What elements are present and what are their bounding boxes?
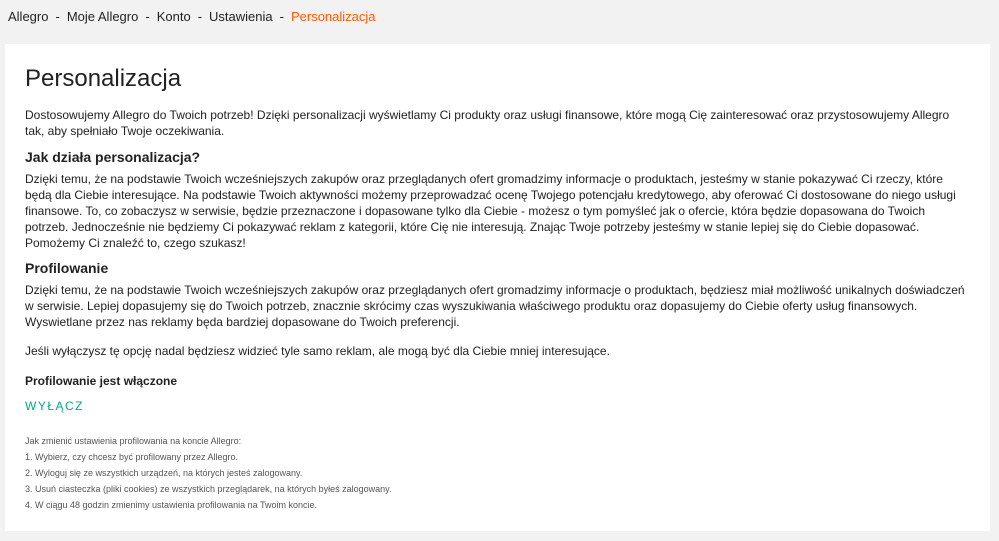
- breadcrumb-separator: -: [197, 9, 203, 24]
- breadcrumb-current: Personalizacja: [290, 9, 376, 24]
- howto-step: 2. Wyloguj się ze wszystkich urządzeń, na których jesteś zalogowany.: [25, 468, 303, 478]
- howto-step: 4. W ciągu 48 godzin zmienimy ustawienia profilowania na Twoim koncie.: [25, 500, 317, 510]
- how-it-works-heading: Jak działa personalizacja?: [25, 149, 201, 165]
- intro-text: Dostosowujemy Allegro do Twoich potrzeb! Dzięki personalizacji wyświetlamy Ci produkty oraz usługi finansowe, które mogą Cię zainteresować oraz przystosowujemy Allegro tak, aby spełniało Twoje oczekiwania.: [25, 108, 950, 138]
- personalization-card: [5, 44, 990, 531]
- howto-title: Jak zmienić ustawienia profilowania na koncie Allegro:: [25, 436, 242, 446]
- howto-step: 1. Wybierz, czy chcesz być profilowany przez Allegro.: [25, 452, 238, 462]
- howto-steps: [25, 449, 970, 513]
- howto-section: [25, 433, 970, 513]
- disable-profiling-button[interactable]: WYŁĄCZ: [25, 399, 85, 413]
- breadcrumb-link-konto[interactable]: Konto: [156, 9, 191, 24]
- profiling-text: Dzięki temu, że na podstawie Twoich wcześniejszych zakupów oraz przeglądanych ofert gromadzimy informacje o produktach, będziesz miał możliwość unikalnych doświadczeń w serwisie. Lepiej dopasujemy się do Twoich potrzeb, znacznie skrócimy czas wyszukiwania właściwego produktu oraz dopasujemy do Ciebie oferty usług finansowych. Wyswietlane przez nas reklamy będa bardziej dopasowane do Twoich preferencji.: [25, 283, 965, 329]
- profiling-status: Profilowanie jest włączone: [25, 374, 178, 388]
- how-it-works-text: Dzięki temu, że na podstawie Twoich wcześniejszych zakupów oraz przeglądanych ofert gromadzimy informacje o produktach, jesteśmy w stanie pokazywać Ci rzeczy, które będą dla Ciebie interesujące. Na podstawie Twoich aktywności możemy przeprowadzać ocenę Twojego potencjału kredytowego, aby oferować Ci dostosowane do niego usługi finansowe. To, co zobaczysz w serwisie, będzie przeznaczone i dopasowane tylko dla Ciebie - możesz o tym pomyśleć jak o ofercie, która będzie dopasowana do Twoich potrzeb. Jednocześnie nie będziemy Ci pokazywać reklam z kategorii, które Cię nie interesują. Znając Twoje potrzeby jesteśmy w stanie lepiej się do Ciebie dopasować. Pomożemy Ci znaleźć to, czego szukasz!: [25, 172, 956, 250]
- breadcrumb-separator: -: [55, 9, 60, 24]
- breadcrumb-separator: -: [145, 9, 150, 24]
- breadcrumb-link-allegro[interactable]: Allegro: [8, 9, 49, 24]
- breadcrumb-separator: -: [279, 9, 284, 24]
- howto-step: 3. Usuń ciasteczka (pliki cookies) ze wszystkich przeglądarek, na których byłeś zalogowany.: [25, 484, 392, 494]
- breadcrumb-link-ustawienia[interactable]: Ustawienia: [209, 9, 273, 24]
- profiling-note: Jeśli wyłączysz tę opcję nadal będziesz widzieć tyle samo reklam, ale mogą być dla Ciebie mniej interesujące.: [25, 344, 610, 358]
- page-title: Personalizacja: [25, 65, 182, 92]
- breadcrumb-link-moje-allegro[interactable]: Moje Allegro: [66, 9, 139, 24]
- profiling-heading: Profilowanie: [25, 260, 109, 276]
- breadcrumb: [8, 9, 376, 24]
